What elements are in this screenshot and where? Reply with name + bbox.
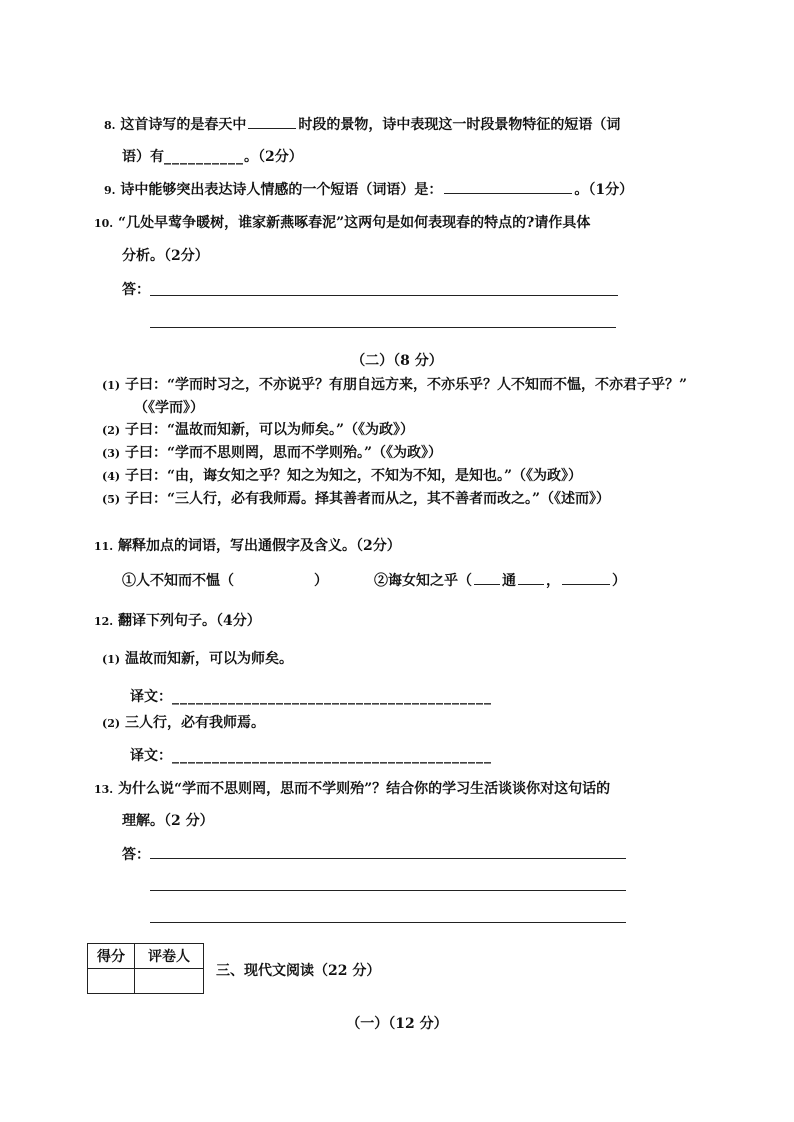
q12-text: 翻译下列句子。（4分） (118, 613, 261, 629)
q11-item-2-text: ②诲女知之乎（ (374, 573, 472, 589)
q11-item-2-blank-1[interactable] (474, 572, 500, 585)
q12-sentence-1-text: 温故而知新，可以为师矣。 (124, 651, 293, 667)
section2-item-5 (102, 490, 610, 509)
section2-item-3 (102, 444, 442, 463)
q12-translation-1-blank[interactable]: ________________________________________ (172, 689, 492, 705)
q12-sentence-1 (102, 650, 293, 669)
section2-item-4-text: 子曰：“由，诲女知之乎？知之为知之，不知为不知，是知也。”（《为政》） (124, 468, 583, 484)
q8-line1 (104, 116, 620, 135)
q13-answer-label: 答： (122, 847, 150, 863)
q8-line2 (122, 148, 303, 166)
q12-number: 12. (94, 615, 114, 628)
q11-item-2 (374, 572, 626, 590)
grader-header: 评卷人 (135, 944, 204, 969)
q11-item-2-blank-2[interactable] (518, 572, 544, 585)
section2-item-2-num: (2) (102, 424, 121, 437)
q12-sentence-2 (102, 714, 265, 733)
q12-sentence-2-text: 三人行，必有我师焉。 (124, 715, 265, 731)
q8-line2-a: 语）有 (122, 149, 164, 165)
q10-line1 (94, 214, 590, 233)
q12-translation-1 (130, 688, 492, 706)
q11-item-2-comma: ， (546, 573, 560, 589)
q12-translation-2 (130, 747, 492, 765)
score-table (87, 943, 204, 994)
q9-text-a: 诗中能够突出表达诗人情感的一个短语（词语）是： (120, 182, 443, 198)
q11-number: 11. (94, 540, 114, 553)
q9-number: 9. (104, 184, 116, 197)
q11-item-2-tong: 通 (502, 573, 516, 589)
q10-answer-label: 答： (122, 282, 150, 298)
section2-item-1-text: 子曰：“学而时习之，不亦说乎？有朋自远方来，不亦乐乎？人不知而不愠，不亦君子乎？” (124, 377, 688, 393)
q10-line2: 分析。（2分） (122, 248, 209, 264)
section2-item-1-num: (1) (102, 379, 121, 392)
q8-blank-2[interactable]: __________ (164, 149, 244, 165)
grader-cell[interactable] (135, 969, 204, 994)
q10-answer-line-2[interactable] (150, 327, 616, 328)
q11-item-2-close: ） (612, 573, 626, 589)
q12-translation-2-blank[interactable]: ________________________________________ (172, 748, 492, 764)
q9-line (104, 181, 633, 200)
q12-line (94, 612, 261, 631)
section2-item-3-num: (3) (102, 447, 121, 460)
score-header: 得分 (88, 944, 135, 969)
q10-text: “几处早莺争暖树，谁家新燕啄春泥”这两句是如何表现春的特点的?请作具体 (118, 215, 591, 231)
q11-item-2-blank-3[interactable] (562, 572, 610, 585)
section2-item-5-num: (5) (102, 493, 121, 506)
q11-line (94, 537, 401, 556)
q9-text-b: 。（1分） (574, 182, 634, 198)
q10-answer-line-1[interactable] (150, 295, 618, 296)
q8-text-b: 时段的景物，诗中表现这一时段景物特征的短语（词 (298, 117, 621, 133)
q13-number: 13. (94, 783, 114, 796)
q8-line2-b: 。（2分） (244, 149, 303, 165)
section2-item-1-source: （《学而》） (134, 400, 204, 416)
section2-item-3-text: 子曰：“学而不思则罔，思而不学则殆。”（《为政》） (124, 445, 443, 461)
score-cell[interactable] (88, 969, 135, 994)
section2-item-5-text: 子曰：“三人行，必有我师焉。择其善者而从之，其不善者而改之。”（《述而》） (124, 491, 611, 507)
section2-item-4 (102, 467, 582, 486)
q11-item-1 (122, 572, 328, 590)
section2-item-2-text: 子曰：“温故而知新，可以为师矣。”（《为政》） (124, 422, 415, 438)
q12-translation-2-label: 译文： (130, 748, 172, 764)
section2-item-2 (102, 421, 414, 440)
q13-line1 (94, 780, 610, 799)
q8-text-a: 这首诗写的是春天中 (120, 117, 247, 133)
q9-blank[interactable] (444, 181, 572, 194)
q13-answer-line-2[interactable] (150, 890, 626, 891)
q13-answer-line-1[interactable] (150, 858, 626, 859)
q8-blank-1[interactable] (248, 116, 296, 129)
q13-line2: 理解。（2 分） (122, 813, 214, 829)
section2-title: （二）（8 分） (351, 353, 443, 369)
q10-number: 10. (94, 217, 114, 230)
q12-sentence-2-num: (2) (102, 717, 121, 730)
q13-answer-line-3[interactable] (150, 922, 626, 923)
section2-item-1 (102, 376, 687, 395)
q11-item-1-text: ①人不知而不愠（ (122, 573, 234, 589)
q12-sentence-1-num: (1) (102, 653, 121, 666)
q13-text: 为什么说“学而不思则罔，思而不学则殆”？结合你的学习生活谈谈你对这句话的 (118, 781, 611, 797)
section3-subtitle: （一）（12 分） (346, 1016, 448, 1032)
q12-translation-1-label: 译文： (130, 689, 172, 705)
section2-item-4-num: (4) (102, 470, 121, 483)
q8-number: 8. (104, 119, 116, 132)
q11-text: 解释加点的词语，写出通假字及含义。（2分） (118, 538, 401, 554)
section3-title: 三、现代文阅读（22 分） (216, 963, 381, 979)
q11-item-1-close: ） (314, 573, 328, 589)
